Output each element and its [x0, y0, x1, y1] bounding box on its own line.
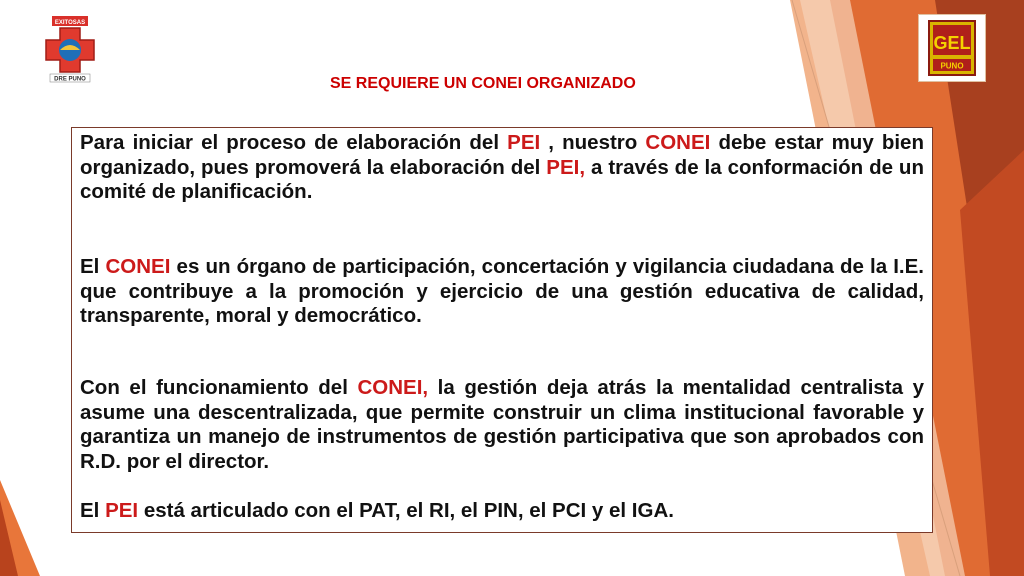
- p2-text-2: es un órgano de participación, concertación y vigilancia ciudadana de la I.E. que contribuye a la promoción y ejercicio de una gestión educativa de calidad, transparente, moral y democrático.: [80, 255, 924, 327]
- logo-right-sub-text: PUNO: [940, 61, 964, 71]
- gel-puno-logo: [918, 14, 986, 82]
- p1-text-3: debe estar muy bien organizado, pues promoverá la elaboración del: [80, 131, 924, 179]
- logo-right-main-text: GEL: [933, 33, 971, 53]
- logo-left-top-text: EXITOSAS: [54, 20, 86, 26]
- p1-highlight-conei: CONEI: [645, 131, 711, 154]
- p3-highlight-conei: CONEI,: [357, 376, 429, 399]
- content-box: [71, 127, 933, 533]
- paragraph-pei-articulation: [80, 499, 924, 524]
- paragraph-pei-process: [80, 131, 924, 205]
- paragraph-conei-function: [80, 376, 924, 474]
- logo-left-caption: DRE PUNO: [54, 76, 86, 83]
- p3-text-1: Con el funcionamiento del: [80, 376, 358, 399]
- p4-text-2: está articulado con el PAT, el RI, el PIN, el PCI y el IGA.: [138, 499, 674, 522]
- p1-highlight-pei-2: PEI,: [546, 155, 586, 179]
- p1-text-2: , nuestro: [540, 131, 646, 154]
- p1-text-4: a través de la conformación de un comité de planificación.: [80, 155, 924, 203]
- p2-highlight-conei: CONEI: [105, 255, 171, 278]
- slide-title: SE REQUIERE UN CONEI ORGANIZADO: [330, 75, 636, 92]
- p1-text-1: Para iniciar el proceso de elaboración del: [80, 131, 508, 154]
- p4-highlight-pei: PEI: [105, 499, 139, 522]
- p3-text-2: la gestión deja atrás la mentalidad centralista y asume una descentralizada, que permite construir un clima institucional favorable y garantiza un manejo de instrumentos de gestión participativa que son aprobados con R.D. por el director.: [80, 376, 924, 473]
- p4-text-1: El: [80, 499, 106, 522]
- paragraph-conei-definition: [80, 255, 924, 329]
- p2-text-1: El: [80, 255, 106, 278]
- dre-puno-logo: [30, 14, 110, 84]
- p1-highlight-pei: PEI: [507, 131, 541, 154]
